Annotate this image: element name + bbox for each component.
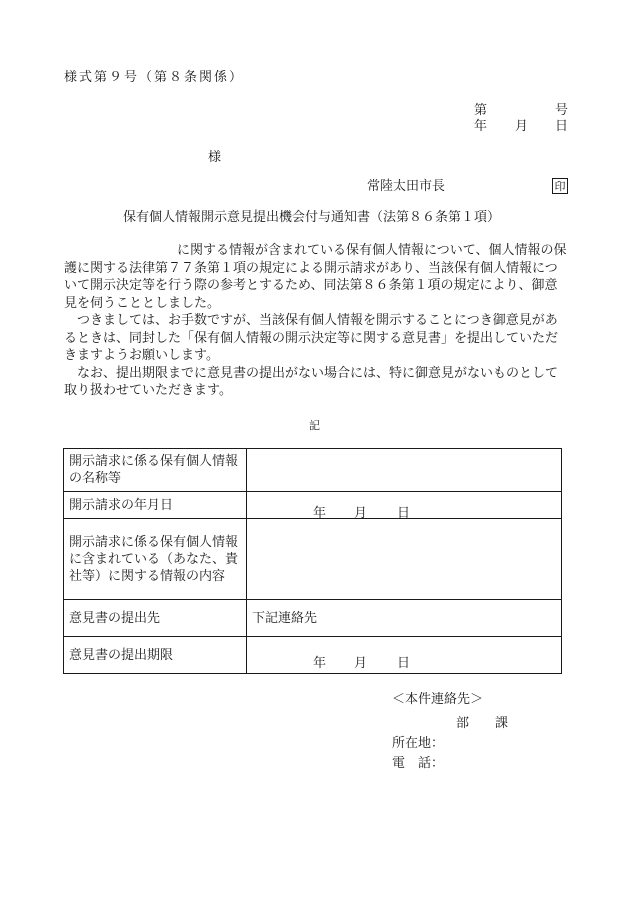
body-paragraph-3: なお、提出期限までに意見書の提出がない場合には、特に御意見がないものとして取り扱わせていただきます。 xyxy=(64,365,559,398)
table-row-label: 意見書の提出期限 xyxy=(64,637,247,674)
table-row-label: 開示請求に係る保有個人情報に含まれている（あなた、貴社等）に関する情報の内容 xyxy=(64,519,247,600)
submission-destination: 下記連絡先 xyxy=(247,600,562,637)
table-row-label: 開示請求の年月日 xyxy=(64,492,247,519)
table-row xyxy=(64,600,562,637)
body-text xyxy=(64,242,570,400)
form-number: 様式第９号（第８条関係） xyxy=(64,70,245,85)
table-row-label: 意見書の提出先 xyxy=(64,600,247,637)
info-content-field[interactable] xyxy=(247,519,562,600)
date-month-label: 月 xyxy=(515,119,529,134)
request-date-day: 日 xyxy=(397,506,411,521)
deadline-date-field[interactable] xyxy=(247,637,562,674)
request-date-year: 年 xyxy=(313,506,327,521)
contact-section: 課 xyxy=(495,716,509,731)
request-date-month: 月 xyxy=(354,506,368,521)
date-day-label: 日 xyxy=(555,119,569,134)
doc-number-suffix: 号 xyxy=(555,103,569,118)
deadline-date-month: 月 xyxy=(354,656,368,671)
table-row-label: 開示請求に係る保有個人情報の名称等 xyxy=(64,449,247,492)
table-row xyxy=(64,637,562,674)
doc-number-label: 第 xyxy=(474,103,488,118)
deadline-date-year: 年 xyxy=(313,656,327,671)
document-title: 保有個人情報開示意見提出機会付与通知書（法第８６条第１項） xyxy=(123,210,501,225)
sender-name: 常陸太田市長 xyxy=(367,179,446,194)
body-paragraph-2: つきましては、お手数ですが、当該保有個人情報を開示することにつき御意見があるときは、同封した「保有個人情報の開示決定等に関する意見書」を提出していただきますようお願いします。 xyxy=(64,313,559,363)
deadline-date-day: 日 xyxy=(397,656,411,671)
name-field[interactable] xyxy=(247,449,562,492)
addressee-suffix: 様 xyxy=(208,150,222,165)
body-paragraph-1: に関する情報が含まれている保有個人情報について、個人情報の保護に関する法律第７７条第１項の規定による開示請求があり、当該保有個人情報について開示決定等を行う際の参考とするため、同法第８６条第１項の規定により、御意見を伺うこととしました。 xyxy=(64,243,567,311)
date-year-label: 年 xyxy=(474,119,488,134)
table-row xyxy=(64,492,562,519)
contact-heading: ＜本件連絡先＞ xyxy=(392,692,484,707)
info-table xyxy=(63,448,562,674)
contact-address-label: 所在地： xyxy=(392,736,445,751)
seal-stamp: 印 xyxy=(552,178,568,194)
contact-phone-label: 電 話： xyxy=(392,756,445,771)
request-date-field[interactable] xyxy=(247,492,562,519)
table-row xyxy=(64,449,562,492)
contact-department: 部 xyxy=(456,716,470,731)
ki-marker: 記 xyxy=(309,419,320,432)
table-row xyxy=(64,519,562,600)
